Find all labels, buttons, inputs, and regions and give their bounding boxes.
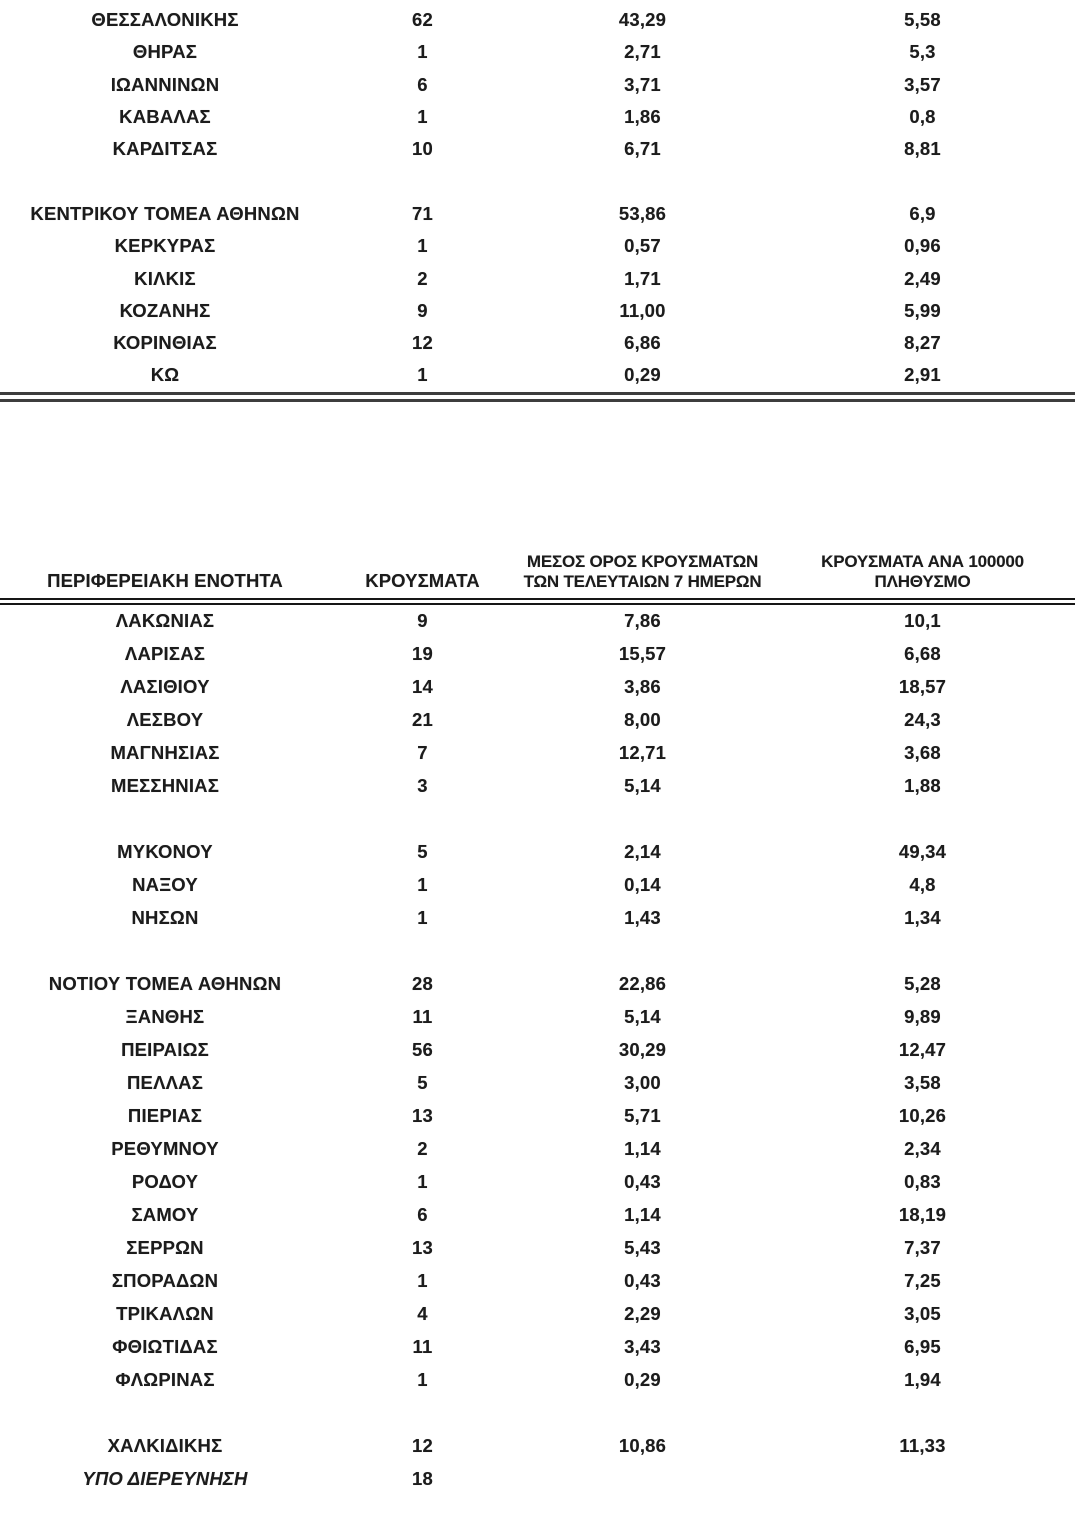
- per100k-cell: 2,34: [904, 1138, 941, 1160]
- per100k-cell: 6,9: [909, 202, 936, 224]
- table-row: [0, 968, 1075, 1001]
- table-row: [0, 295, 1075, 327]
- cases-cell: 2: [417, 267, 428, 289]
- region-name-cell: ΛΑΡΙΣΑΣ: [124, 643, 206, 665]
- avg7-cell: 5,14: [624, 1006, 661, 1028]
- region-name-cell: ΝΗΣΩΝ: [131, 907, 199, 929]
- cases-cell: 14: [412, 676, 433, 698]
- table-row: [0, 359, 1075, 391]
- cases-cell: 13: [412, 1105, 433, 1127]
- avg7-cell: 7,86: [624, 610, 661, 632]
- region-name-cell: ΡΟΔΟΥ: [131, 1171, 199, 1193]
- region-name-cell: ΚΟΡΙΝΘΙΑΣ: [113, 332, 217, 354]
- table-row: [0, 869, 1075, 902]
- region-name-cell: ΚΩ: [150, 364, 180, 386]
- cases-cell: 28: [412, 973, 433, 995]
- avg7-cell: 6,71: [624, 138, 661, 160]
- table-row: [0, 230, 1075, 262]
- table-row: [0, 1133, 1075, 1166]
- header-avg7-line1: ΜΕΣΟΣ ΟΡΟΣ ΚΡΟΥΣΜΑΤΩΝ: [526, 552, 759, 572]
- table-row: [0, 605, 1075, 638]
- per100k-cell: 0,8: [909, 106, 936, 128]
- avg7-cell: 0,29: [624, 364, 661, 386]
- header-cases: ΚΡΟΥΣΜΑΤΑ: [365, 570, 480, 592]
- region-name-cell: ΘΗΡΑΣ: [132, 41, 198, 63]
- table-row: [0, 1463, 1075, 1496]
- table-row: [0, 638, 1075, 671]
- table-row: [0, 69, 1075, 101]
- cases-cell: 21: [412, 709, 433, 731]
- cases-cell: 1: [417, 1171, 428, 1193]
- per100k-cell: 7,37: [904, 1237, 941, 1259]
- per100k-cell: 4,8: [909, 874, 936, 896]
- header-per100k-line2: ΠΛΗΘΥΣΜΟ: [874, 572, 971, 592]
- per100k-cell: 2,49: [904, 267, 941, 289]
- avg7-cell: 53,86: [618, 202, 667, 224]
- per100k-cell: 3,68: [904, 742, 941, 764]
- region-name-cell: ΙΩΑΝΝΙΝΩΝ: [110, 73, 220, 95]
- per100k-cell: 12,47: [898, 1039, 947, 1061]
- per100k-cell: 2,91: [904, 364, 941, 386]
- per100k-cell: 1,88: [904, 775, 941, 797]
- cases-cell: 12: [412, 332, 433, 354]
- header-per100k: [770, 552, 1075, 591]
- cases-cell: 6: [417, 1204, 428, 1226]
- per100k-cell: 8,27: [904, 332, 941, 354]
- cases-cell: 1: [417, 364, 428, 386]
- region-name-cell: ΠΕΛΛΑΣ: [126, 1072, 204, 1094]
- avg7-cell: 2,29: [624, 1303, 661, 1325]
- region-name-cell: ΝΑΞΟΥ: [132, 874, 198, 896]
- header-avg7-line2: ΤΩΝ ΤΕΛΕΥΤΑΙΩΝ 7 ΗΜΕΡΩΝ: [523, 572, 762, 592]
- avg7-cell: 3,00: [624, 1072, 661, 1094]
- avg7-cell: 0,43: [624, 1270, 661, 1292]
- table-row: [0, 737, 1075, 770]
- table-header-row: [0, 534, 1075, 598]
- per100k-cell: 0,96: [904, 235, 941, 257]
- per100k-cell: 8,81: [904, 138, 941, 160]
- per100k-cell: 5,99: [904, 299, 941, 321]
- per100k-cell: 1,34: [904, 907, 941, 929]
- region-name-cell: ΞΑΝΘΗΣ: [125, 1006, 205, 1028]
- header-region: ΠΕΡΙΦΕΡΕΙΑΚΗ ΕΝΟΤΗΤΑ: [47, 570, 283, 592]
- avg7-cell: 1,71: [624, 267, 661, 289]
- per100k-cell: 5,28: [904, 973, 941, 995]
- region-name-cell: ΣΑΜΟΥ: [131, 1204, 199, 1226]
- per100k-cell: 1,94: [904, 1369, 941, 1391]
- avg7-cell: 5,14: [624, 775, 661, 797]
- cases-cell: 11: [412, 1336, 433, 1358]
- cases-cell: 4: [417, 1303, 428, 1325]
- avg7-cell: 5,71: [624, 1105, 661, 1127]
- per100k-cell: 3,05: [904, 1303, 941, 1325]
- cases-cell: 10: [412, 138, 433, 160]
- avg7-cell: 1,43: [624, 907, 661, 929]
- avg7-cell: 0,43: [624, 1171, 661, 1193]
- cases-cell: 56: [412, 1039, 433, 1061]
- per100k-cell: 7,25: [904, 1270, 941, 1292]
- region-name-cell: ΦΘΙΩΤΙΔΑΣ: [112, 1336, 218, 1358]
- cases-cell: 13: [412, 1237, 433, 1259]
- cases-cell: 2: [417, 1138, 428, 1160]
- per100k-cell: 3,58: [904, 1072, 941, 1094]
- region-name-cell: ΚΟΖΑΝΗΣ: [119, 299, 211, 321]
- cases-cell: 62: [412, 9, 433, 31]
- per100k-cell: 18,57: [898, 676, 947, 698]
- table-row: [0, 1199, 1075, 1232]
- table-row: [0, 1001, 1075, 1034]
- table-top-rows: [0, 4, 1075, 392]
- cases-cell: 7: [417, 742, 428, 764]
- per100k-cell: 18,19: [898, 1204, 947, 1226]
- cases-cell: 71: [412, 202, 433, 224]
- per100k-cell: 11,33: [899, 1435, 946, 1457]
- avg7-cell: 10,86: [618, 1435, 667, 1457]
- avg7-cell: 43,29: [618, 9, 667, 31]
- cases-cell: 5: [417, 1072, 428, 1094]
- region-name-cell: ΛΑΚΩΝΙΑΣ: [115, 610, 215, 632]
- avg7-cell: 0,57: [624, 235, 661, 257]
- per100k-cell: 6,95: [904, 1336, 941, 1358]
- header-avg7: [515, 552, 770, 591]
- cases-cell: 1: [417, 874, 428, 896]
- table-row: [0, 198, 1075, 230]
- table-row: [0, 101, 1075, 133]
- per100k-cell: 5,58: [904, 9, 941, 31]
- avg7-cell: 8,00: [624, 709, 661, 731]
- cases-cell: 6: [417, 73, 428, 95]
- region-name-cell: ΜΕΣΣΗΝΙΑΣ: [110, 775, 220, 797]
- table-row: [0, 36, 1075, 68]
- cases-cell: 11: [412, 1006, 433, 1028]
- per100k-cell: 0,83: [904, 1171, 941, 1193]
- cases-cell: 5: [417, 841, 428, 863]
- avg7-cell: 0,14: [624, 874, 661, 896]
- table-row: [0, 902, 1075, 935]
- avg7-cell: 11,00: [619, 299, 666, 321]
- region-name-cell: ΛΕΣΒΟΥ: [126, 709, 204, 731]
- table-row: [0, 770, 1075, 803]
- per100k-cell: 6,68: [904, 643, 941, 665]
- avg7-cell: 12,71: [618, 742, 667, 764]
- avg7-cell: 5,43: [624, 1237, 661, 1259]
- per100k-cell: 10,26: [898, 1105, 947, 1127]
- region-name-cell: ΚΑΡΔΙΤΣΑΣ: [112, 138, 218, 160]
- cases-cell: 1: [417, 1369, 428, 1391]
- avg7-cell: 3,43: [624, 1336, 661, 1358]
- avg7-cell: 1,14: [624, 1204, 661, 1226]
- region-name-cell: ΜΑΓΝΗΣΙΑΣ: [110, 742, 220, 764]
- avg7-cell: 1,14: [624, 1138, 661, 1160]
- table-row: [0, 327, 1075, 359]
- cases-cell: 1: [417, 235, 428, 257]
- per100k-cell: 5,3: [909, 41, 936, 63]
- table-row: [0, 704, 1075, 737]
- avg7-cell: 0,29: [624, 1369, 661, 1391]
- region-name-cell: ΘΕΣΣΑΛΟΝΙΚΗΣ: [91, 9, 239, 31]
- cases-cell: 3: [417, 775, 428, 797]
- table-row: [0, 1100, 1075, 1133]
- cases-cell: 9: [417, 299, 428, 321]
- table-main-rows: [0, 605, 1075, 1496]
- region-name-cell: ΚΕΡΚΥΡΑΣ: [114, 235, 216, 257]
- region-name-cell: ΚΕΝΤΡΙΚΟΥ ΤΟΜΕΑ ΑΘΗΝΩΝ: [30, 202, 300, 224]
- region-name-cell: ΚΑΒΑΛΑΣ: [119, 106, 211, 128]
- region-name-cell: ΝΟΤΙΟΥ ΤΟΜΕΑ ΑΘΗΝΩΝ: [48, 973, 282, 995]
- between-tables-gap: [0, 402, 1075, 534]
- table-main: [0, 534, 1075, 1496]
- table-row: [0, 1232, 1075, 1265]
- cases-cell: 12: [412, 1435, 433, 1457]
- avg7-cell: 30,29: [618, 1039, 667, 1061]
- region-name-cell: ΠΕΙΡΑΙΩΣ: [121, 1039, 209, 1061]
- region-name-cell: ΠΙΕΡΙΑΣ: [127, 1105, 203, 1127]
- avg7-cell: 2,14: [624, 841, 661, 863]
- region-name-cell: ΥΠΟ ΔΙΕΡΕΥΝΗΣΗ: [82, 1468, 248, 1490]
- table-row: [0, 1298, 1075, 1331]
- cases-cell: 1: [417, 907, 428, 929]
- region-name-cell: ΚΙΛΚΙΣ: [134, 267, 196, 289]
- header-per100k-line1: ΚΡΟΥΣΜΑΤΑ ΑΝΑ 100000: [821, 552, 1024, 572]
- avg7-cell: 3,71: [624, 73, 661, 95]
- cases-cell: 1: [417, 106, 428, 128]
- region-name-cell: ΦΛΩΡΙΝΑΣ: [115, 1369, 215, 1391]
- region-name-cell: ΣΠΟΡΑΔΩΝ: [111, 1270, 219, 1292]
- header-rule: [0, 598, 1075, 605]
- avg7-cell: 22,86: [618, 973, 667, 995]
- table-row: [0, 1166, 1075, 1199]
- cases-cell: 18: [412, 1468, 433, 1490]
- table-row: [0, 262, 1075, 294]
- avg7-cell: 1,86: [624, 106, 661, 128]
- avg7-cell: 3,86: [624, 676, 661, 698]
- cases-cell: 1: [417, 41, 428, 63]
- table-row: [0, 133, 1075, 165]
- cases-cell: 19: [412, 643, 433, 665]
- table-row: [0, 1265, 1075, 1298]
- table-top-bottom-rule: [0, 392, 1075, 402]
- cases-cell: 1: [417, 1270, 428, 1292]
- region-name-cell: ΣΕΡΡΩΝ: [126, 1237, 204, 1259]
- per100k-cell: 10,1: [904, 610, 941, 632]
- table-top-fragment: [0, 0, 1075, 402]
- table-row: [0, 1067, 1075, 1100]
- table-row: [0, 671, 1075, 704]
- region-name-cell: ΜΥΚΟΝΟΥ: [117, 841, 213, 863]
- per100k-cell: 49,34: [898, 841, 947, 863]
- table-row: [0, 1034, 1075, 1067]
- per100k-cell: 24,3: [904, 709, 941, 731]
- region-name-cell: ΛΑΣΙΘΙΟΥ: [120, 676, 210, 698]
- table-row: [0, 1364, 1075, 1397]
- per100k-cell: 3,57: [904, 73, 941, 95]
- region-name-cell: ΡΕΘΥΜΝΟΥ: [111, 1138, 219, 1160]
- avg7-cell: 2,71: [624, 41, 661, 63]
- table-row: [0, 4, 1075, 36]
- table-row: [0, 836, 1075, 869]
- avg7-cell: 6,86: [624, 332, 661, 354]
- avg7-cell: 15,57: [618, 643, 667, 665]
- region-name-cell: ΧΑΛΚΙΔΙΚΗΣ: [107, 1435, 223, 1457]
- table-row: [0, 1430, 1075, 1463]
- table-row: [0, 1331, 1075, 1364]
- per100k-cell: 9,89: [904, 1006, 941, 1028]
- region-name-cell: ΤΡΙΚΑΛΩΝ: [116, 1303, 214, 1325]
- cases-cell: 9: [417, 610, 428, 632]
